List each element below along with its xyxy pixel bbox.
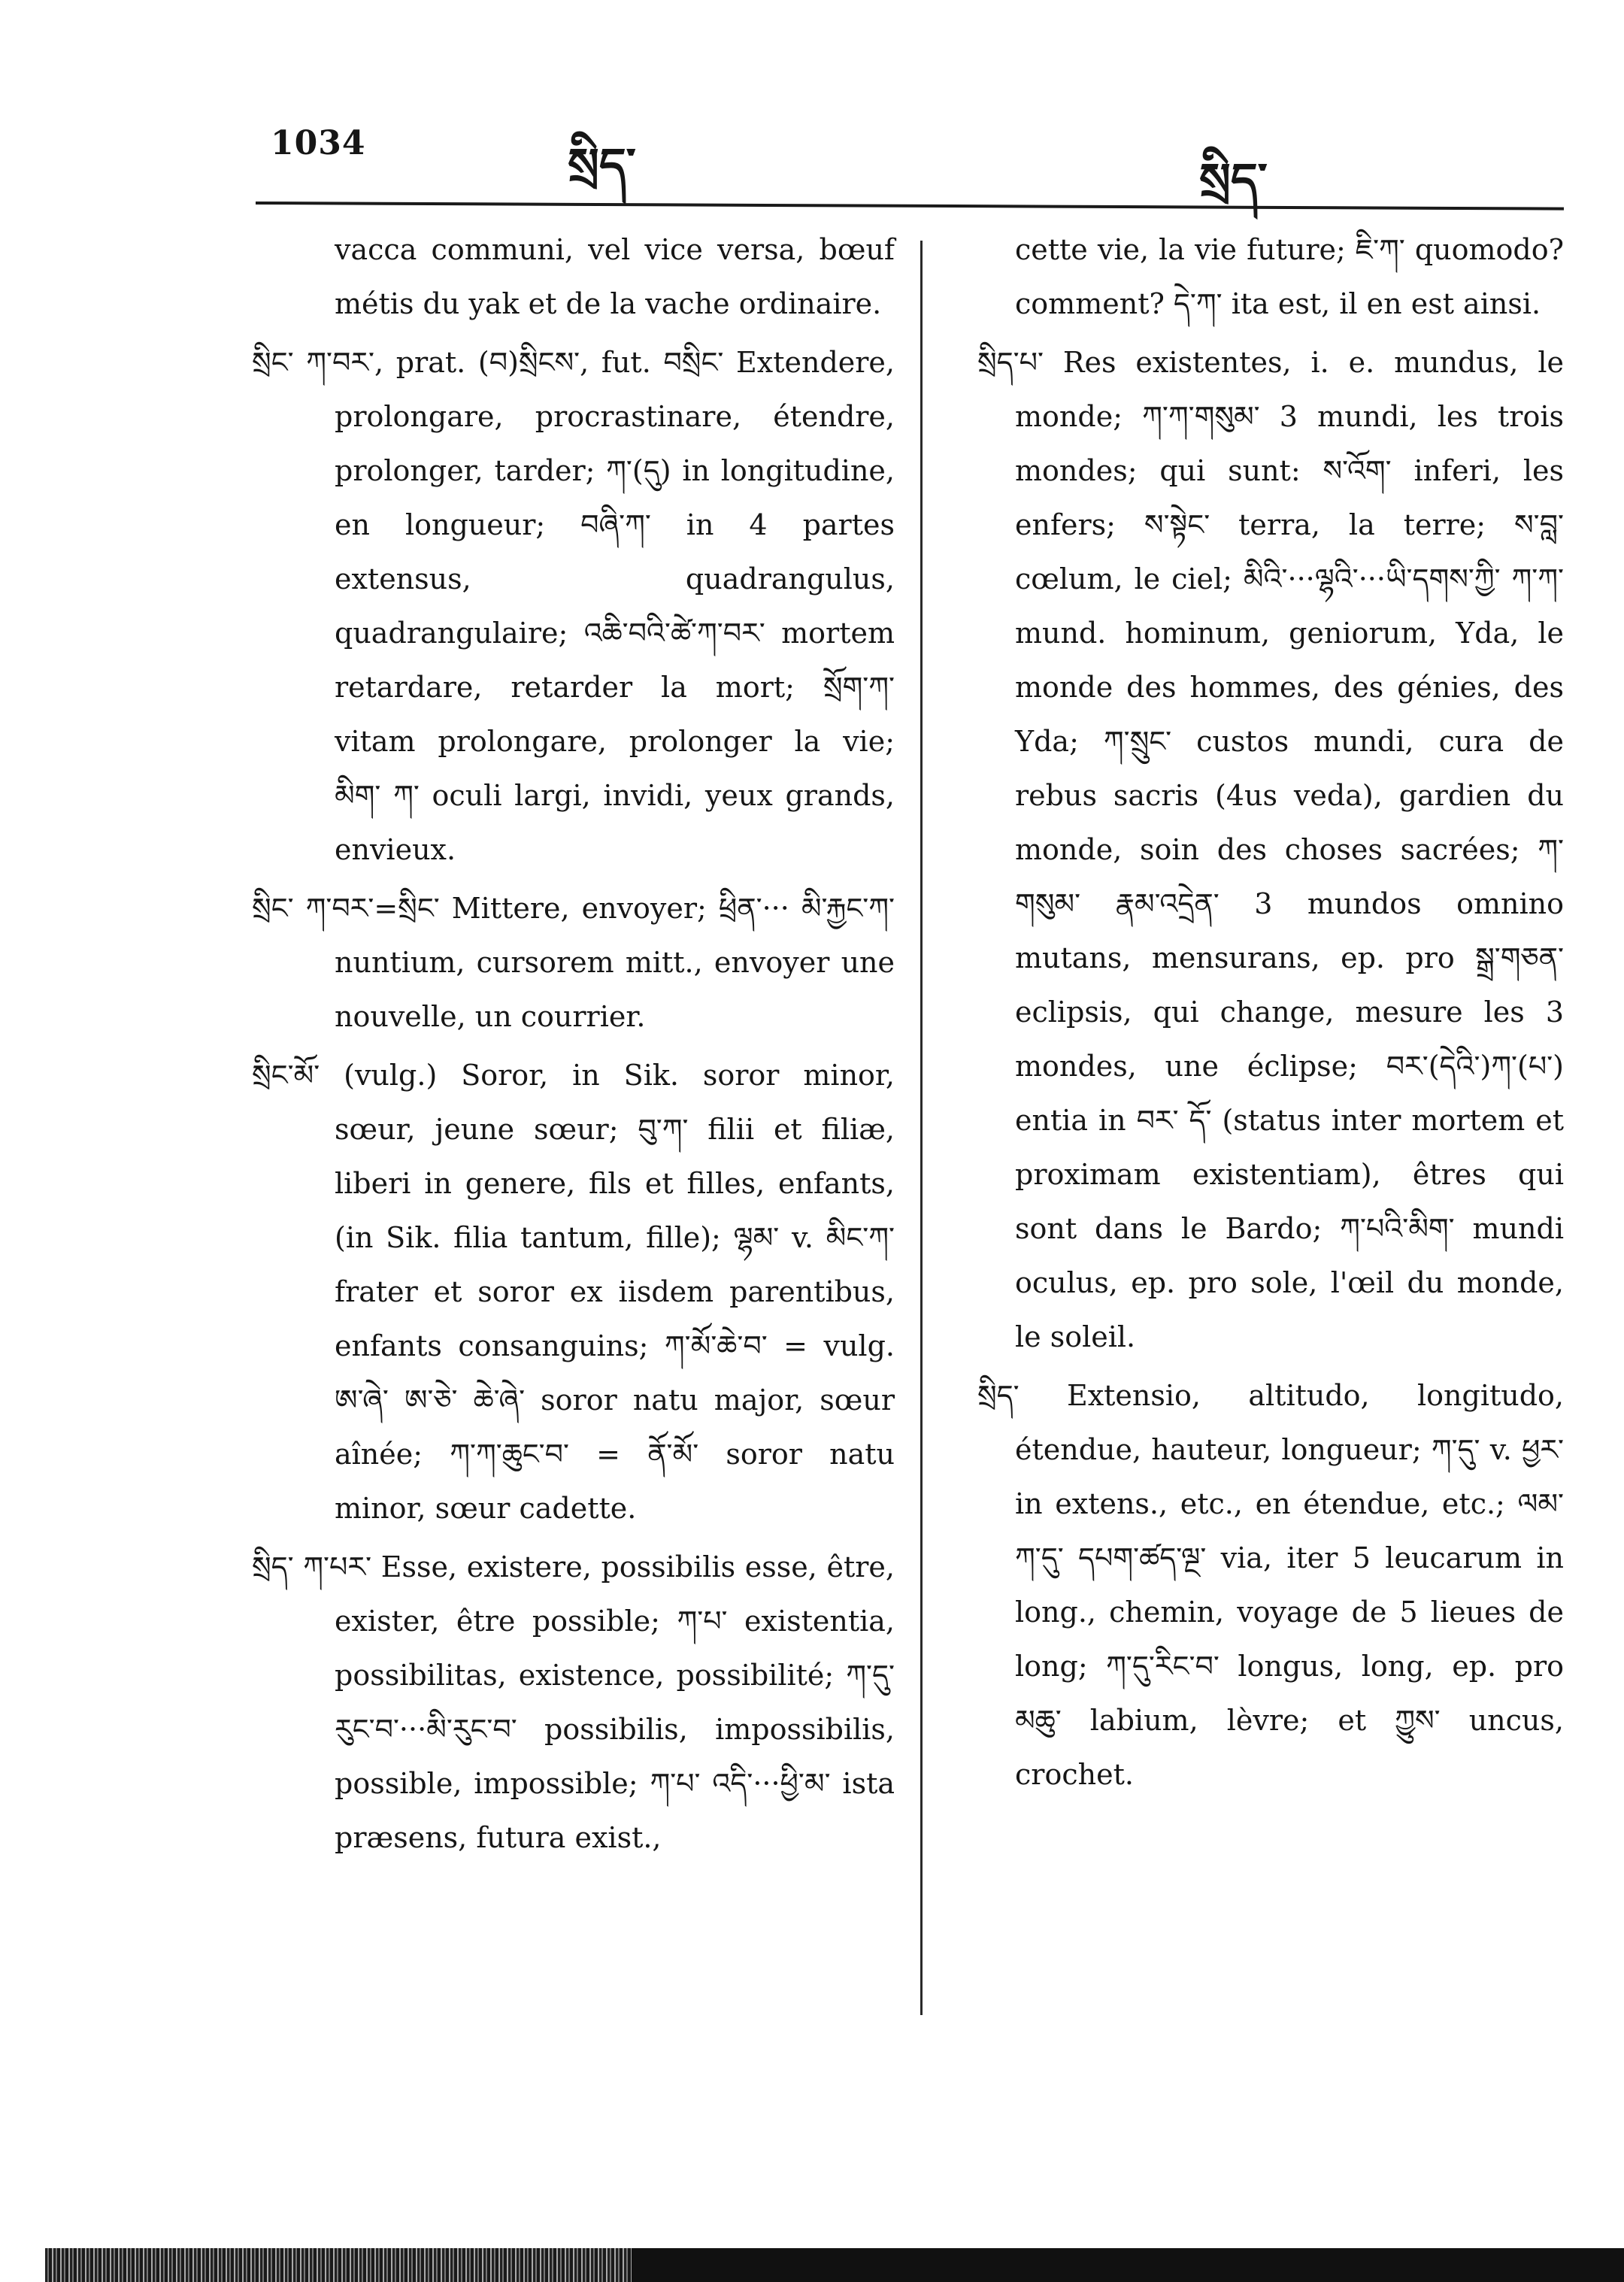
dictionary-entry: སྲིད་ ཀ་པར་ Esse, existere, possibilis esse, être, exister, être possible; ཀ་པ་ existentia, possibilitas, existence, possibilité; ཀ་དུ་རུང་བ་···མི་རུང་བ་ possibilis, impossibilis, possible, impossible; ཀ་པ་ འདི་···ཕྱི་མ་ ista præsens, futura exist.,: [252, 1550, 895, 1854]
left-column: [252, 223, 895, 1869]
dictionary-entry: སྲིད་ Extensio, altitudo, longitudo, étendue, hauteur, longueur; ཀ་དུ་ v. ཕྱར་ in extens., etc., en étendue, etc.; ལམ་ཀ་དུ་ དཔག་ཚད་ལྔ་ via, iter 5 leucarum in long., chemin, voyage de 5 lieues de long; ཀ་དུ་རིང་བ་ longus, long, ep. pro མཆུ་ labium, lèvre; et ཀྱུས་ uncus, crochet.: [977, 1379, 1564, 1791]
dictionary-entry: སྲིང་ ཀ་བར་=སྲིང་ Mittere, envoyer; ཕྲིན་··· མི་རྐྱང་ཀ་ nuntium, cursorem mitt., envoyer une nouvelle, un courrier.: [252, 892, 895, 1033]
header-rule: [256, 202, 1564, 211]
page-number: 1034: [271, 124, 366, 162]
column-divider: [920, 241, 923, 2015]
running-head-right: སྲིད་: [1199, 153, 1268, 208]
dictionary-entry: སྲིང་མོ་ (vulg.) Soror, in Sik. soror minor, sœur, jeune sœur; བུ་ཀ་ filii et filiæ, liberi in genere, fils et filles, enfants, (in Sik. filia tantum, fille); ལྷམ་ v. མིང་ཀ་ frater et soror ex iisdem parentibus, enfants consanguins; ཀ་མོ་ཆེ་བ་ = vulg. ཨ་ཞེ་ ཨ་ཅེ་ ཆེ་ཞེ་ soror natu major, sœur aînée; ཀ་ཀ་ཆུང་བ་ = ནོ་མོ་ soror natu minor, sœur cadette.: [252, 1059, 895, 1525]
page-header: [0, 0, 1624, 211]
entry-continuation: vacca communi, vel vice versa, bœuf métis du yak et de la vache ordinaire.: [335, 233, 895, 320]
scan-edge-strip: [45, 2248, 1624, 2282]
running-head-left: སྲིད་: [568, 138, 636, 192]
dictionary-entry: སྲིང་ ཀ་བར་, prat. (བ)སྲིངས་, fut. བསྲིང་ Extendere, prolongare, procrastinare, étendre, prolonger, tarder; ཀ་(དུ) in longitudine, en longueur; བཞི་ཀ་ in 4 partes extensus, quadrangulus, quadrangulaire; འཆི་བའི་ཚེ་ཀ་བར་ mortem retardare, retarder la mort; སྲོག་ཀ་ vitam prolongare, prolonger la vie; མིག་ ཀ་ oculi largi, invidi, yeux grands, envieux.: [252, 346, 895, 866]
entry-continuation: cette vie, la vie future; ཇི་ཀ་ quomodo? comment? དེ་ཀ་ ita est, il en est ainsi.: [1015, 233, 1564, 320]
dictionary-entry: སྲིད་པ་ Res existentes, i. e. mundus, le monde; ཀ་ཀ་གསུམ་ 3 mundi, les trois mondes; qui sunt: ས་འོག་ inferi, les enfers; ས་སྟེང་ terra, la terre; ས་བླ་ cœlum, le ciel; མིའི་···ལྷའི་···ཡི་དགས་ཀྱི་ ཀ་ཀ་ mund. hominum, geniorum, Yda, le monde des hommes, des génies, des Yda; ཀ་སྲུང་ custos mundi, cura de rebus sacris (4us veda), gardien du monde, soin des choses sacrées; ཀ་གསུམ་ རྣམ་འདྲེན་ 3 mundos omnino mutans, mensurans, ep. pro སྒྲ་གཅན་ eclipsis, qui change, mesure les 3 mondes, une éclipse; བར་(དེའི་)ཀ་(པ་) entia in བར་ དོ་ (status inter mortem et proximam existentiam), êtres qui sont dans le Bardo; ཀ་པའི་མིག་ mundi oculus, ep. pro sole, l'œil du monde, le soleil.: [977, 346, 1564, 1353]
right-column: [977, 223, 1564, 1806]
